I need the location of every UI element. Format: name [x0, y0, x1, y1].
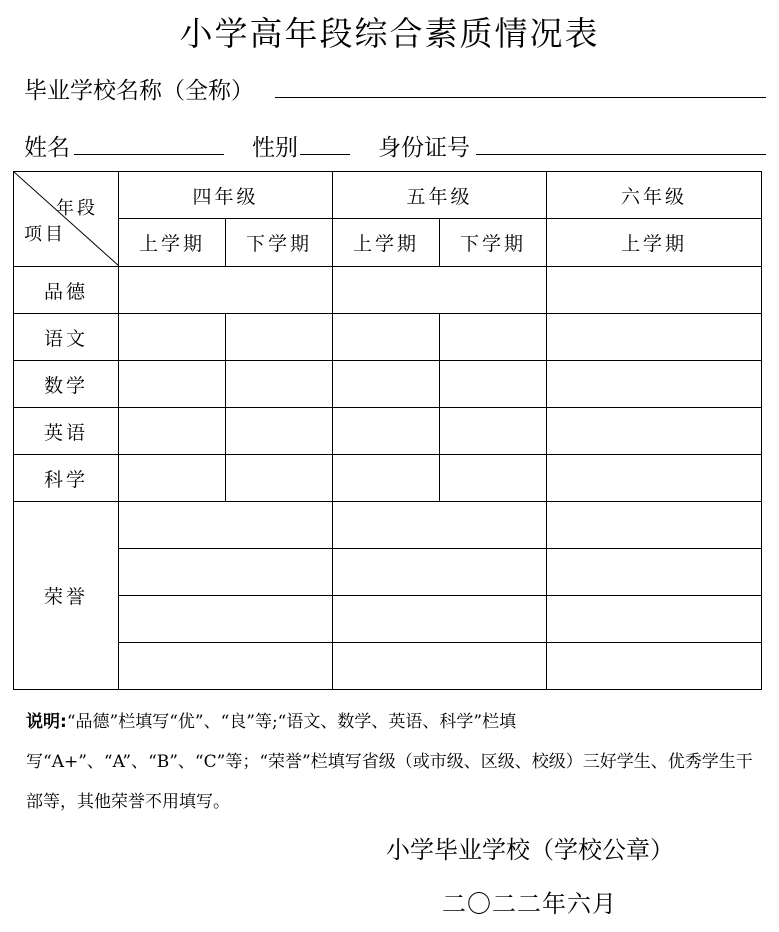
input-cell[interactable] [119, 596, 333, 643]
row-label-chinese: 语文 [14, 314, 119, 361]
input-cell[interactable] [119, 502, 333, 549]
input-cell[interactable] [119, 408, 226, 455]
input-cell[interactable] [440, 314, 547, 361]
page-title: 小学高年段综合素质情况表 [179, 14, 600, 53]
input-cell[interactable] [547, 314, 762, 361]
input-cell[interactable] [547, 643, 762, 690]
input-cell[interactable] [547, 596, 762, 643]
input-cell[interactable] [440, 408, 547, 455]
input-cell[interactable] [547, 455, 762, 502]
row-label-english: 英语 [14, 408, 119, 455]
term-header: 下学期 [226, 219, 333, 267]
input-cell[interactable] [333, 502, 547, 549]
id-number-field[interactable] [476, 154, 766, 155]
instructions-note [26, 702, 766, 822]
table-row [14, 549, 762, 596]
input-cell[interactable] [333, 314, 440, 361]
input-cell[interactable] [333, 361, 440, 408]
note-text: “品德”栏填写“优”、“良”等;“语文、数学、英语、科学”栏填写“A+”、“A”、“B”、“C”等；“荣誉”栏填写省级（或市级、区级、校级）三好学生、优秀学生干部等，其他荣誉不用填写。 [26, 712, 753, 812]
grade-6-header: 六年级 [547, 172, 762, 219]
header-corner-cell [14, 172, 119, 267]
id-number-label: 身份证号 [378, 135, 470, 161]
input-cell[interactable] [440, 455, 547, 502]
corner-item-label: 项目 [24, 224, 66, 245]
input-cell[interactable] [547, 361, 762, 408]
input-cell[interactable] [226, 314, 333, 361]
input-cell[interactable] [226, 361, 333, 408]
input-cell[interactable] [547, 267, 762, 314]
term-header: 下学期 [440, 219, 547, 267]
row-label-honors: 荣誉 [14, 502, 119, 690]
term-header: 上学期 [333, 219, 440, 267]
grade-5-header: 五年级 [333, 172, 547, 219]
row-label-science: 科学 [14, 455, 119, 502]
table-row [14, 455, 762, 502]
row-label-math: 数学 [14, 361, 119, 408]
school-seal-line: 小学毕业学校（学校公章） [386, 836, 674, 864]
date-line: 二〇二二年六月 [442, 890, 617, 918]
table-row [14, 314, 762, 361]
input-cell[interactable] [547, 408, 762, 455]
table-row [14, 502, 762, 549]
input-cell[interactable] [333, 596, 547, 643]
table-row [14, 596, 762, 643]
table-row [14, 408, 762, 455]
input-cell[interactable] [333, 408, 440, 455]
gender-label: 性别 [252, 135, 298, 161]
input-cell[interactable] [119, 267, 333, 314]
term-header: 上学期 [119, 219, 226, 267]
input-cell[interactable] [333, 455, 440, 502]
note-label: 说明: [26, 712, 67, 732]
gender-field[interactable] [300, 154, 350, 155]
table-row [14, 361, 762, 408]
input-cell[interactable] [333, 267, 547, 314]
row-label-moral: 品德 [14, 267, 119, 314]
input-cell[interactable] [547, 502, 762, 549]
input-cell[interactable] [119, 455, 226, 502]
name-field[interactable] [74, 154, 224, 155]
input-cell[interactable] [119, 361, 226, 408]
input-cell[interactable] [333, 549, 547, 596]
input-cell[interactable] [226, 408, 333, 455]
grade-4-header: 四年级 [119, 172, 333, 219]
input-cell[interactable] [119, 314, 226, 361]
input-cell[interactable] [440, 361, 547, 408]
input-cell[interactable] [119, 643, 333, 690]
input-cell[interactable] [547, 549, 762, 596]
quality-table [13, 171, 762, 690]
table-row [14, 267, 762, 314]
table-row [14, 643, 762, 690]
input-cell[interactable] [226, 455, 333, 502]
input-cell[interactable] [119, 549, 333, 596]
term-header: 上学期 [547, 219, 762, 267]
corner-grade-label: 年段 [56, 198, 98, 219]
school-name-field[interactable] [275, 97, 766, 98]
input-cell[interactable] [333, 643, 547, 690]
school-name-label: 毕业学校名称（全称） [24, 78, 254, 104]
name-label: 姓名 [24, 135, 70, 161]
